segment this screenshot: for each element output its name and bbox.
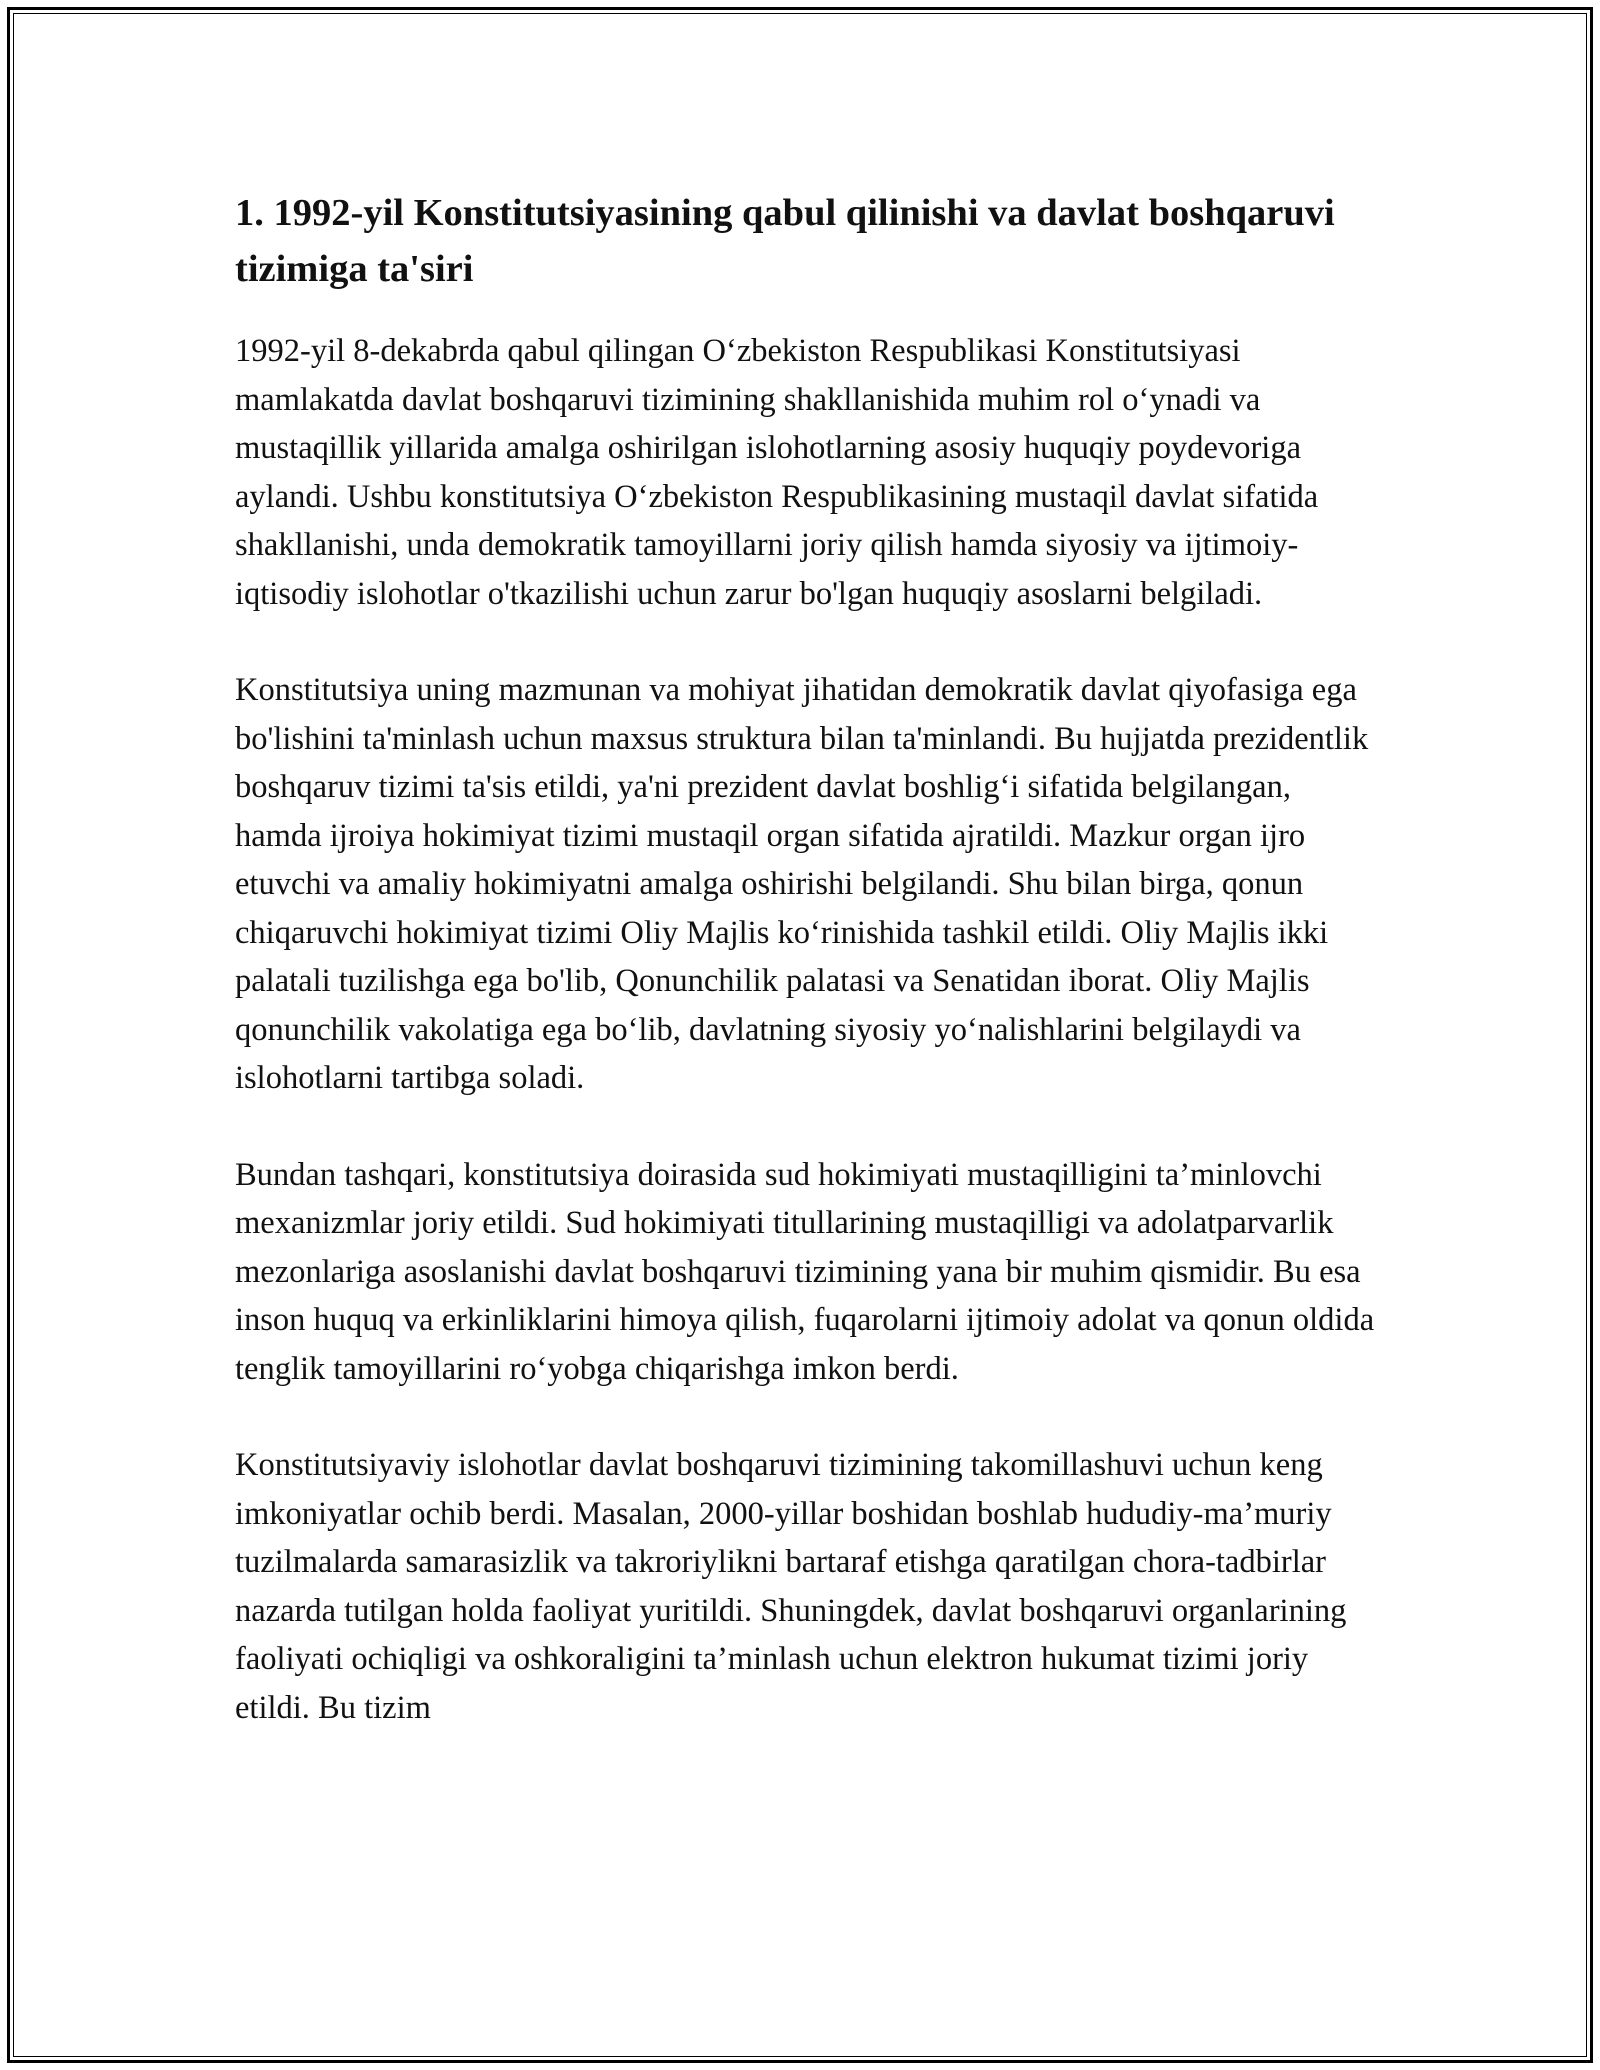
paragraph-1: 1992-yil 8-dekabrda qabul qilingan O‘zbekiston Respublikasi Konstitutsiyasi mamlakatda davlat boshqaruvi tizimining shakllanishida muhim rol o‘ynadi va mustaqillik yillarida amalga oshirilgan islohotlarning asosiy huquqiy poydevoriga aylandi. Ushbu konstitutsiya O‘zbekiston Respublikasining mustaqil davlat sifatida shakllanishi, unda demokratik tamoyillarni joriy qilish hamda siyosiy va ijtimoiy-iqtisodiy islohotlar o'tkazilishi uchun zarur bo'lgan huquqiy asoslarni belgiladi. xyxy=(235,333,1319,612)
paragraph-4: Konstitutsiyaviy islohotlar davlat boshqaruvi tizimining takomillashuvi uchun keng imkoniyatlar ochib berdi. Masalan, 2000-yillar boshidan boshlab hududiy-ma’muriy tuzilmalarda samarasizlik va takroriylikni bartaraf etishga qaratilgan chora-tadbirlar nazarda tutilgan holda faoliyat yuritildi. Shuningdek, davlat boshqaruvi organlarining faoliyati ochiqligi va oshkoraligini ta’minlash uchun elektron hukumat tizimi joriy etildi. Bu tizim xyxy=(235,1447,1347,1726)
document-body xyxy=(235,185,1375,1780)
paragraph-3: Bundan tashqari, konstitutsiya doirasida sud hokimiyati mustaqilligini ta’minlovchi mexanizmlar joriy etildi. Sud hokimiyati titullarining mustaqilligi va adolatparvarlik mezonlariga asoslanishi davlat boshqaruvi tizimining yana bir muhim qismidir. Bu esa inson huquq va erkinliklarini himoya qilish, fuqarolarni ijtimoiy adolat va qonun oldida tenglik tamoyillarini ro‘yobga chiqarishga imkon berdi. xyxy=(235,1156,1375,1387)
paragraph-2: Konstitutsiya uning mazmunan va mohiyat jihatidan demokratik davlat qiyofasiga ega bo'lishini ta'minlash uchun maxsus struktura bilan ta'minlandi. Bu hujjatda prezidentlik boshqaruv tizimi ta'sis etildi, ya'ni prezident davlat boshlig‘i sifatida belgilangan, hamda ijroiya hokimiyat tizimi mustaqil organ sifatida ajratildi. Mazkur organ ijro etuvchi va amaliy hokimiyatni amalga oshirishi belgilandi. Shu bilan birga, qonun chiqaruvchi hokimiyat tizimi Oliy Majlis ko‘rinishida tashkil etildi. Oliy Majlis ikki palatali tuzilishga ega bo'lib, Qonunchilik palatasi va Senatidan iborat. Oliy Majlis qonunchilik vakolatiga ega bo‘lib, davlatning siyosiy yo‘nalishlarini belgilaydi va islohotlarni tartibga soladi. xyxy=(235,672,1369,1096)
section-heading: 1. 1992-yil Konstitutsiyasining qabul qilinishi va davlat boshqaruvi tizimiga ta'siri xyxy=(235,192,1335,290)
